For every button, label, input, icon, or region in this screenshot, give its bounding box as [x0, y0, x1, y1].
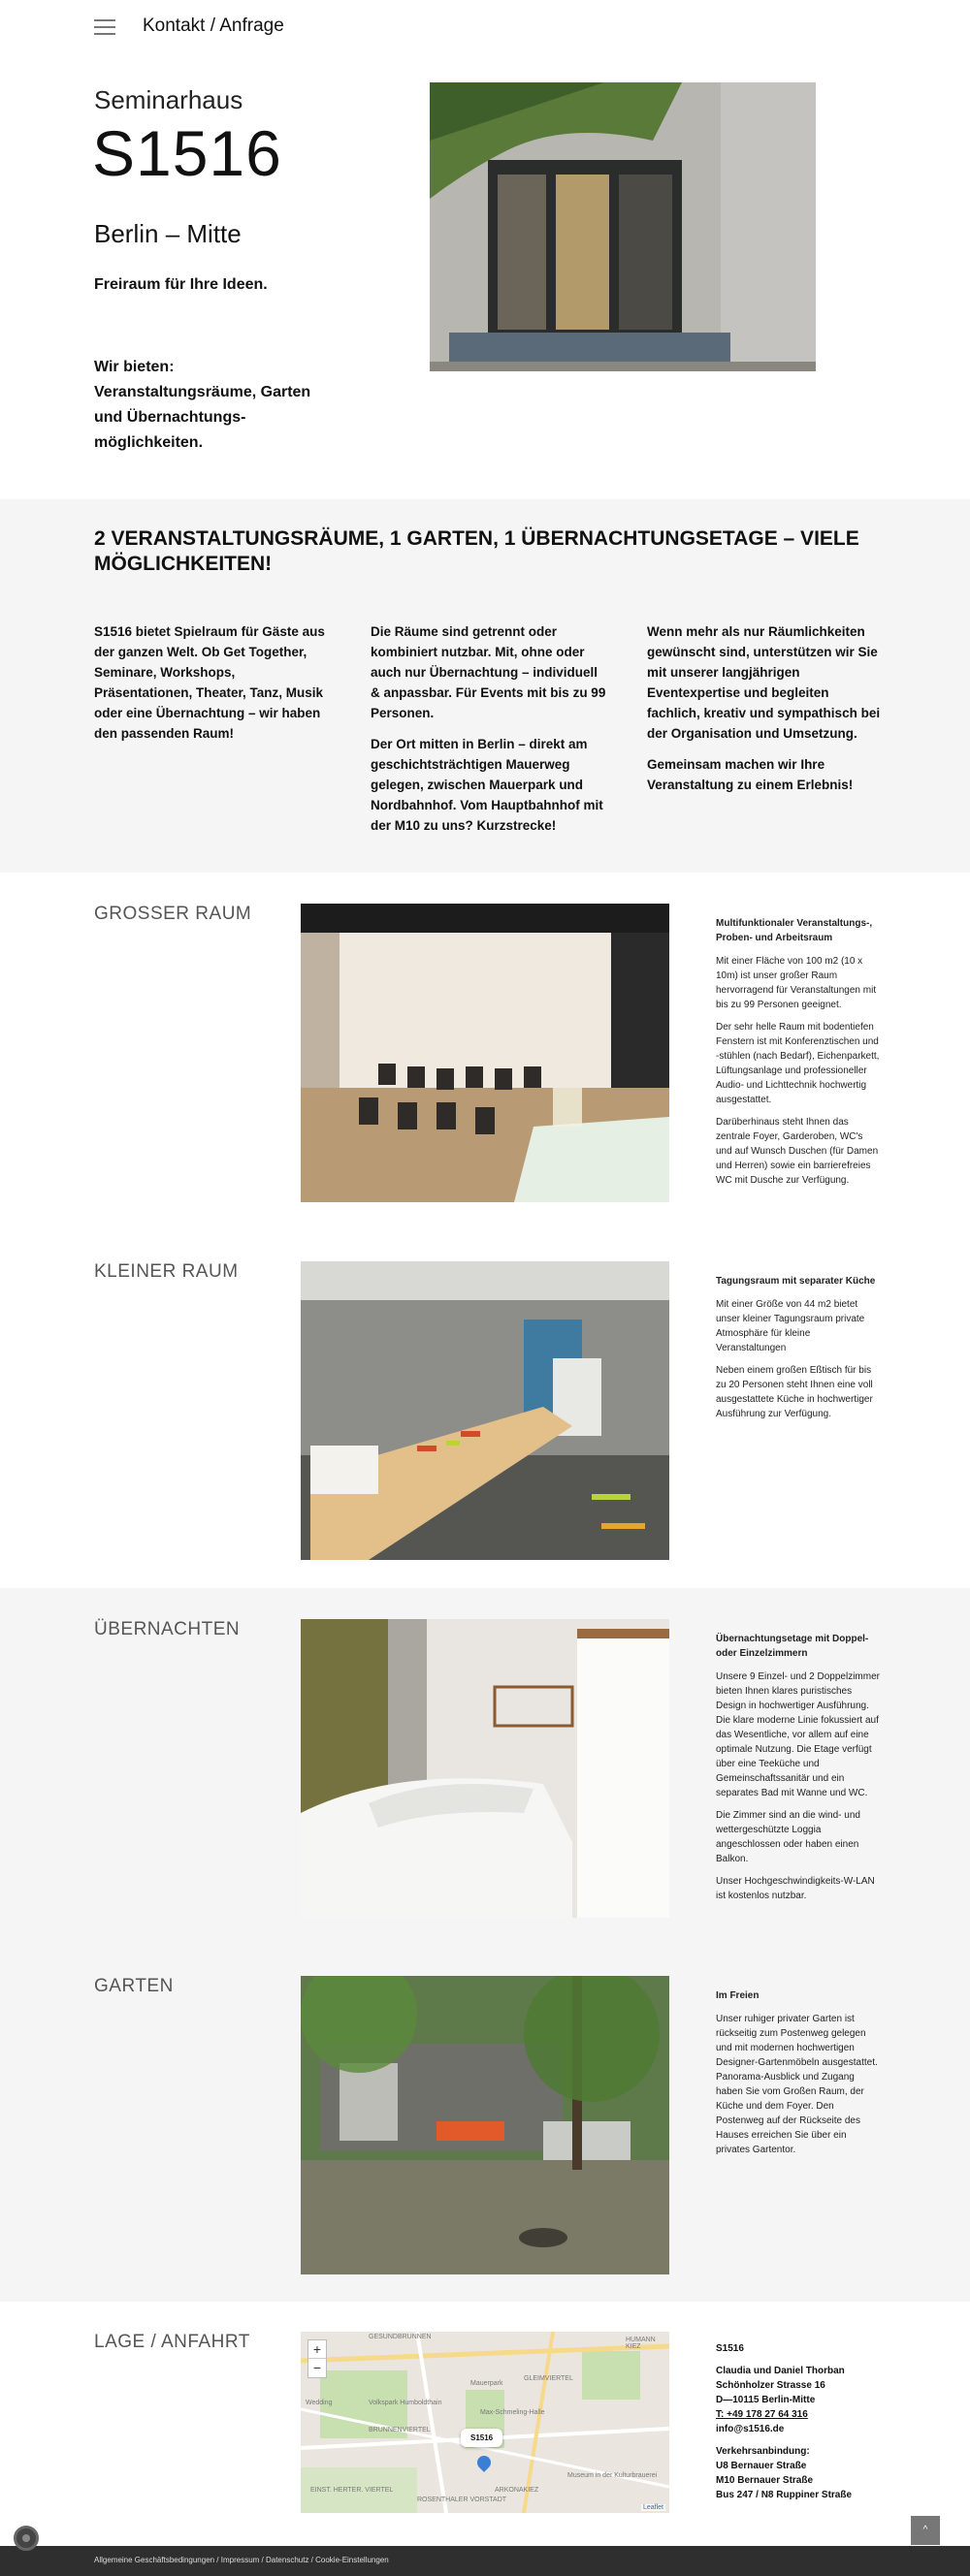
site-header — [0, 0, 970, 56]
section-text-grosser-raum — [716, 916, 881, 1195]
map-label: Museum in der Kulturbrauerei — [567, 2472, 658, 2479]
contact-email[interactable]: info@s1516.de — [716, 2424, 785, 2434]
map-label: BRUNNENVIERTEL — [369, 2427, 431, 2433]
contact-city: D—10115 Berlin-Mitte — [716, 2395, 816, 2405]
map-label: EINST. HERTER. VIERTEL — [310, 2487, 394, 2494]
location-map[interactable] — [301, 2332, 669, 2513]
transit-line: Bus 247 / N8 Ruppiner Straße — [716, 2490, 853, 2500]
contact-name: S1516 — [716, 2343, 744, 2354]
intro-text: Wenn mehr als nur Räumlichkeiten gewünscht sind, unterstützen wir Sie mit unserer langjährigen Eventexpertise und begleiten fachlich, kreativ und sympathisch bei der Organisation und Umsetzung. — [647, 624, 881, 741]
intro-column-3 — [647, 621, 885, 806]
map-label: HUMANN KIEZ — [626, 2337, 656, 2350]
map-zoom-control — [307, 2339, 327, 2378]
section-paragraph: Mit einer Fläche von 100 m2 (10 x 10m) ist unser großer Raum hervorragend für Veranstaltungen mit bis zu 99 Personen geeignet. — [716, 956, 877, 1010]
section-paragraph: Neben einem großen Eßtisch für bis zu 20 Personen steht Ihnen eine voll ausgestattete Küche in hochwertiger Ausführung zur Verfügung. — [716, 1365, 873, 1419]
garden-photo — [301, 1976, 669, 2274]
intro-text: Gemeinsam machen wir Ihre Veranstaltung zu einem Erlebnis! — [647, 757, 854, 792]
intro-column-1 — [94, 621, 332, 754]
zoom-out-button[interactable]: − — [312, 2360, 322, 2375]
hamburger-icon[interactable] — [94, 19, 115, 35]
transit-title: Verkehrsanbindung: — [716, 2446, 810, 2457]
cookie-settings-icon[interactable] — [14, 2526, 39, 2551]
hero-location: Berlin – Mitte — [94, 219, 242, 248]
section-title-garten: GARTEN — [94, 1976, 174, 1996]
section-title-kleiner-raum: KLEINER RAUM — [94, 1261, 239, 1282]
section-paragraph: Die Zimmer sind an die wind- und wettergeschützte Loggia angeschlossen oder haben einen Balkon. — [716, 1810, 860, 1864]
contact-link[interactable]: Kontakt / Anfrage — [143, 16, 284, 36]
section-paragraph: Unser Hochgeschwindigkeits-W-LAN ist kostenlos nutzbar. — [716, 1876, 875, 1901]
small-room-photo — [301, 1261, 669, 1560]
intro-text: S1516 bietet Spielraum für Gäste aus der ganzen Welt. Ob Get Together, Seminare, Workshops, Präsentationen, Theater, Tanz, Musik oder eine Übernachtung – wir haben den passenden Raum! — [94, 624, 325, 741]
map-label: Wedding — [306, 2400, 333, 2406]
transit-line: U8 Bernauer Straße — [716, 2461, 807, 2471]
scroll-to-top-button[interactable]: ^ — [911, 2516, 940, 2545]
footer-links[interactable]: Allgemeine Geschäftsbedingungen / Impressum / Datenschutz / Cookie-Einstellungen — [94, 2556, 389, 2564]
contact-street: Schönholzer Strasse 16 — [716, 2380, 825, 2391]
section-paragraph: Darüberhinaus steht Ihnen das zentrale Foyer, Garderoben, WC's und auf Wunsch Duschen (für Damen und Herren) sowie ein barrierefreies WC mit Dusche zur Verfügung. — [716, 1117, 879, 1186]
section-paragraph: Der sehr helle Raum mit bodentiefen Fenstern ist mit Konferenztischen und -stühlen (nach Bedarf), Eichenparkett, Lüftungsanlage und professioneller Audio- und Lichttechnik hochwertig ausgestattet. — [716, 1022, 880, 1105]
building-entrance-photo — [430, 82, 816, 371]
site-footer — [0, 2546, 970, 2576]
map-label: ROSENTHALER VORSTADT — [417, 2496, 507, 2503]
map-label: ARKONAKIEZ — [495, 2487, 539, 2494]
map-label: Max-Schmeling-Halle — [480, 2409, 545, 2416]
section-heading: Tagungsraum mit separater Küche — [716, 1276, 876, 1287]
map-attribution-link[interactable]: Leaflet — [642, 2504, 663, 2511]
section-title-grosser-raum: GROSSER RAUM — [94, 904, 252, 924]
section-text-uebernachten — [716, 1632, 881, 1911]
hero-tagline: Freiraum für Ihre Ideen. — [94, 276, 268, 293]
zoom-in-button[interactable]: + — [308, 2340, 326, 2359]
section-paragraph: Unser ruhiger privater Garten ist rückseitig zum Postenweg gelegen und mit modernen hochwertigen Designer-Gartenmöbeln ausgestattet. Panorama-Ausblick und Zugang haben Sie vom Großen Raum, der Küche und dem Foyer. Den Postenweg auf der Rückseite des Hauses erreichen Sie über ein privates Gartentor. — [716, 2014, 878, 2155]
map-label: GLEIMVIERTEL — [524, 2375, 573, 2382]
contact-owners: Claudia und Daniel Thorban — [716, 2366, 845, 2376]
intro-text: Der Ort mitten in Berlin – direkt am geschichtsträchtigen Mauerweg gelegen, zwischen Mauerpark und Nordbahnhof. Vom Hauptbahnhof mit der M10 zu uns? Kurzstrecke! — [371, 737, 603, 833]
intro-text: Die Räume sind getrennt oder kombiniert nutzbar. Mit, ohne oder auch nur Übernachtung – individuell & anpassbar. Für Events mit bis zu 99 Personen. — [371, 624, 606, 720]
section-heading: Multifunktionaler Veranstaltungs-, Proben- und Arbeitsraum — [716, 918, 873, 943]
bedroom-photo — [301, 1619, 669, 1918]
large-room-photo — [301, 904, 669, 1202]
section-paragraph: Mit einer Größe von 44 m2 bietet unser kleiner Tagungsraum private Atmosphäre für kleine Veranstaltungen — [716, 1299, 865, 1353]
transit-line: M10 Bernauer Straße — [716, 2475, 814, 2486]
intro-column-2 — [371, 621, 608, 846]
intro-title: 2 VERANSTALTUNGSRÄUME, 1 GARTEN, 1 ÜBERNACHTUNGSETAGE – VIELE MÖGLICHKEITEN! — [94, 527, 859, 575]
map-label: Volkspark Humboldthain — [369, 2400, 442, 2406]
section-heading: Übernachtungsetage mit Doppel- oder Einzelzimmern — [716, 1634, 869, 1659]
section-text-kleiner-raum — [716, 1274, 881, 1429]
section-title-uebernachten: ÜBERNACHTEN — [94, 1619, 241, 1639]
section-title-lage: LAGE / ANFAHRT — [94, 2332, 250, 2352]
contact-block — [716, 2341, 900, 2502]
map-label: Mauerpark — [470, 2380, 503, 2387]
contact-phone-link[interactable]: T: +49 178 27 64 316 — [716, 2409, 808, 2420]
map-label: GESUNDBRUNNEN — [369, 2334, 432, 2340]
section-heading: Im Freien — [716, 1990, 760, 2001]
map-pin-label: S1516 — [461, 2429, 502, 2447]
hero-title: S1516 — [92, 117, 282, 189]
hero-offer: Wir bieten: Veranstaltungsräume, Garten und Übernachtungsmöglichkeiten. — [94, 359, 311, 451]
section-text-garten — [716, 1988, 881, 2165]
section-paragraph: Unsere 9 Einzel- und 2 Doppelzimmer bieten Ihnen klares puristisches Design in hochwertiger Ausführung. Die klare moderne Linie fokussiert auf das Wesentliche, vor allem auf eine optimale Nutzung. Die Etage verfügt über eine Teeküche und Gemeinschaftssanitär und ein separates Bad mit Wanne und WC. — [716, 1671, 880, 1798]
hero-subtitle: Seminarhaus — [94, 85, 243, 114]
